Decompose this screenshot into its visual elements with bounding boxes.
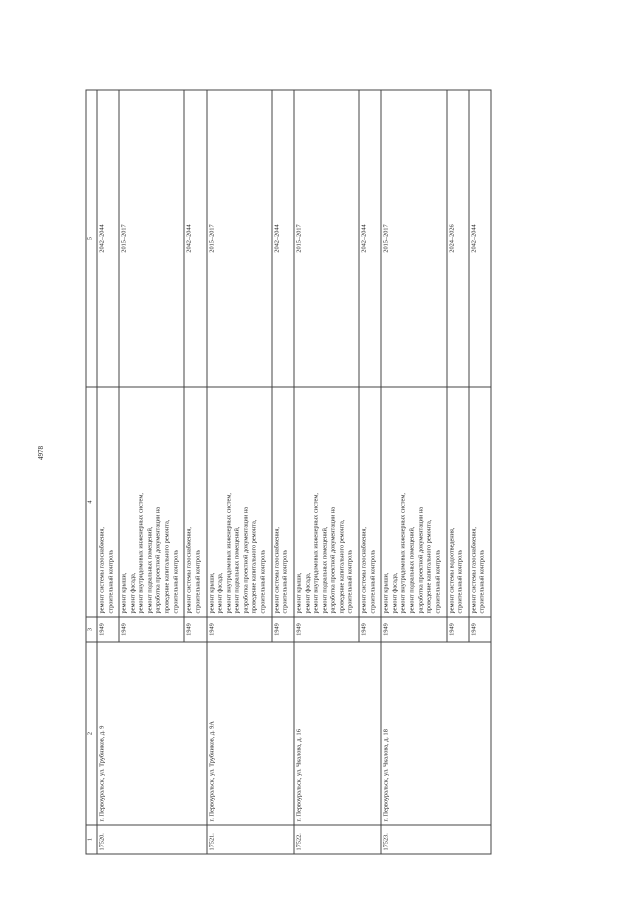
entry-works	[293, 387, 358, 617]
row-address: г. Первоуральск, ул. Чкалова, д. 16	[293, 642, 380, 825]
work-item: строительный контроль	[456, 549, 464, 613]
table-sheet	[85, 90, 600, 854]
work-item: ремонт подвальных помещений,	[145, 526, 153, 613]
repair-schedule-table	[85, 89, 491, 854]
row-address: г. Первоуральск, ул. Трубников, д. 9А	[206, 642, 293, 825]
entry-period: 2024–2026	[446, 90, 468, 387]
work-item: строительный контроль	[433, 549, 441, 613]
work-item: ремонт подвальных помещений,	[408, 526, 415, 613]
col-period-header: 5	[86, 90, 97, 387]
work-item: ремонт фасада,	[390, 572, 398, 613]
work-item: ремонт внутридомовых инженерных систем,	[137, 492, 145, 613]
work-item: ремонт крыши,	[382, 571, 390, 613]
work-item: строительный контроль	[368, 549, 376, 613]
entry-works	[381, 387, 446, 617]
entry-period: 2042–2044	[184, 90, 206, 387]
col-works-header: 4	[86, 387, 97, 617]
rotated-page	[85, 90, 600, 854]
work-item: проведение капитального ремонта,	[337, 519, 345, 613]
work-item: строительный контроль	[346, 549, 354, 613]
work-item: строительный контроль	[258, 549, 266, 613]
work-item: ремонт внутридомовых инженерных систем,	[399, 492, 407, 613]
row-address: г. Первоуральск, ул. Чкалова, д. 18	[381, 642, 491, 825]
entry-works	[446, 387, 468, 617]
row-address: г. Первоуральск, ул. Трубников, д. 9	[97, 642, 207, 825]
page-number: 4978	[37, 446, 45, 460]
entry-works	[184, 387, 206, 617]
work-item: строительный контроль	[478, 549, 486, 613]
work-item: ремонт системы газоснабжения,	[98, 526, 105, 613]
table-row	[381, 90, 446, 854]
entry-year: 1949	[184, 617, 206, 642]
row-number: 17521.	[206, 825, 293, 854]
work-item: ремонт крыши,	[120, 571, 128, 613]
entry-works	[271, 387, 293, 617]
work-item: ремонт подвальных помещений,	[320, 526, 328, 613]
work-item: разработка проектной документации на	[154, 506, 162, 613]
entry-year: 1949	[359, 617, 381, 642]
work-item: разработка проектной документации на	[241, 506, 249, 613]
work-item: проведение капитального ремонта,	[425, 519, 433, 613]
work-item: строительный контроль	[193, 549, 201, 613]
entry-works	[97, 387, 119, 617]
entry-period: 2042–2044	[97, 90, 119, 387]
entry-period: 2015–2017	[293, 90, 358, 387]
work-item: ремонт фасада,	[216, 572, 224, 613]
work-item: ремонт крыши,	[294, 571, 302, 613]
table-body	[97, 90, 491, 854]
entry-year: 1949	[381, 617, 446, 642]
entry-works	[119, 387, 184, 617]
row-number: 17523.	[381, 825, 491, 854]
entry-year: 1949	[271, 617, 293, 642]
col-address-header: 2	[86, 642, 97, 825]
work-item: ремонт внутридомовых инженерных систем,	[224, 492, 232, 613]
entry-year: 1949	[206, 617, 271, 642]
entry-works	[206, 387, 271, 617]
col-year-header: 3	[86, 617, 97, 642]
work-item: ремонт системы газоснабжения,	[360, 526, 368, 613]
work-item: ремонт внутридомовых инженерных систем,	[312, 492, 320, 613]
entry-period: 2042–2044	[468, 90, 490, 387]
entry-works	[359, 387, 381, 617]
work-item: ремонт системы водоотведения,	[447, 527, 455, 613]
entry-period: 2015–2017	[381, 90, 446, 387]
table-row	[97, 90, 119, 854]
entry-works	[468, 387, 490, 617]
entry-year: 1949	[97, 617, 119, 642]
work-item: проведение капитального ремонта,	[250, 519, 258, 613]
entry-year: 1949	[119, 617, 184, 642]
row-number: 17522.	[293, 825, 380, 854]
entry-period: 2015–2017	[206, 90, 271, 387]
entry-year: 1949	[293, 617, 358, 642]
table-row	[206, 90, 271, 854]
work-item: ремонт системы газоснабжения,	[469, 526, 477, 613]
work-item: ремонт системы газоснабжения,	[185, 526, 193, 613]
table-row	[293, 90, 358, 854]
work-item: строительный контроль	[171, 549, 179, 613]
col-number-header: 1	[86, 825, 97, 854]
entry-year: 1949	[468, 617, 490, 642]
work-item: ремонт подвальных помещений,	[233, 526, 241, 613]
entry-period: 2042–2044	[359, 90, 381, 387]
work-item: ремонт фасада,	[303, 572, 311, 613]
work-item: ремонт фасада,	[128, 572, 136, 613]
work-item: строительный контроль	[106, 549, 114, 613]
entry-period: 2015–2017	[119, 90, 184, 387]
work-item: проведение капитального ремонта,	[163, 519, 170, 613]
work-item: ремонт системы газоснабжения,	[272, 526, 280, 613]
entry-year: 1949	[446, 617, 468, 642]
work-item: ремонт крыши,	[207, 571, 215, 613]
work-item: разработка проектной документации на	[329, 506, 337, 613]
work-item: строительный контроль	[281, 549, 289, 613]
row-number: 17520.	[97, 825, 207, 854]
work-item: разработка проектной документации на	[416, 506, 424, 613]
header-row	[86, 90, 97, 854]
entry-period: 2042–2044	[271, 90, 293, 387]
